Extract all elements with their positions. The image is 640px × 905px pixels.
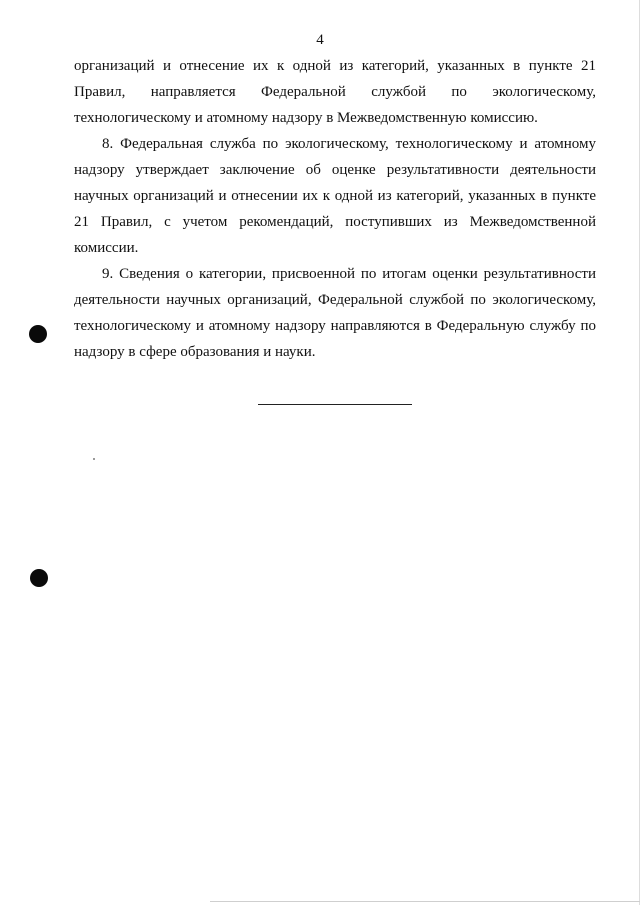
punch-hole-lower bbox=[30, 569, 48, 587]
paragraph-continuation: организаций и отнесение их к одной из категорий, указанных в пункте 21 Правил, направляется Федеральной службой по экологическому, технологическому и атомному надзору в Межведомственную комиссию. bbox=[74, 58, 596, 126]
paragraph-item-9: 9. Сведения о категории, присвоенной по итогам оценки результативности деятельности научных организаций, Федеральной службой по экологическому, технологическому и атомному надзору направляются в Федеральную службу по надзору в сфере образования и науки. bbox=[74, 266, 596, 360]
paragraph-item-8: 8. Федеральная служба по экологическому, технологическому и атомному надзору утверждает заключение об оценке результативности деятельности научных организаций и отнесении их к одной из категорий, указанных в пункте 21 Правил, с учетом рекомендаций, поступивших из Межведомственной комиссии. bbox=[74, 136, 596, 256]
document-body bbox=[74, 53, 596, 365]
scan-edge-bottom bbox=[210, 901, 640, 902]
punch-hole-upper bbox=[29, 325, 47, 343]
page-number: 4 bbox=[316, 32, 324, 48]
scan-speck bbox=[93, 458, 95, 460]
end-of-document-rule bbox=[258, 404, 412, 405]
